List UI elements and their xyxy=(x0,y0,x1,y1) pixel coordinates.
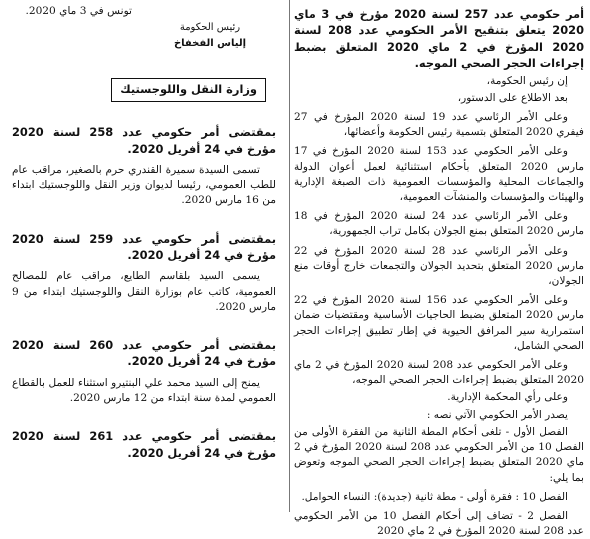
signature-block xyxy=(174,20,246,52)
paragraph: يصدر الأمر الحكومي الآتي نصه : xyxy=(426,408,568,421)
signing-date: تونس في 3 ماي 2020. xyxy=(25,5,132,17)
paragraph: وعلى الأمر الحكومي عدد 208 لسنة 2020 المؤرخ في 2 ماي 2020 المتعلق بضبط إجراءات الحجر الصحي الموجه، xyxy=(294,359,584,387)
decree-text: تسمى السيدة سميرة القندري حرم بالصغير، مراقب عام للطب العمومي، رئيسا لديوان وزير النقل واللوجستيك ابتداء من 16 مارس 2020. xyxy=(12,164,276,207)
paragraph: وعلى رأي المحكمة الإدارية. xyxy=(447,391,568,404)
right-column xyxy=(294,0,585,538)
paragraph: وعلى الأمر الحكومي عدد 156 لسنة 2020 المؤرخ في 22 مارس 2020 المتعلق بضبط الحاجيات الأساسية ومقتضيات ضمان استمرارية سير المرافق الحيوية في إطار تطبيق إجراءات الحجر الصحي الشامل، xyxy=(294,294,584,352)
paragraph: إن رئيس الحكومة، xyxy=(486,74,568,87)
paragraph: وعلى الأمر الرئاسي عدد 24 لسنة 2020 المؤرخ في 18 مارس 2020 المتعلق بمنع الجولان بكامل تراب الجمهورية، xyxy=(294,210,584,238)
paragraph: الفصل الأول - تلغى أحكام المطة الثانية من الفقرة الأولى من الفصل 10 من الأمر الحكومي عدد 208 لسنة 2020 المؤرخ في 2 ماي 2020 المتعلق بضبط إجراءات الحجر الصحي الموجه وتعوض بما يلي: xyxy=(294,425,584,484)
paragraph: وعلى الأمر الرئاسي عدد 28 لسنة 2020 المؤرخ في 22 مارس 2020 المتعلق بتحديد الجولان والتجمعات خارج أوقات منع الجولان، xyxy=(294,244,584,288)
paragraph: وعلى الأمر الحكومي عدد 153 لسنة 2020 المؤرخ في 17 مارس 2020 المتعلق بأحكام استثنائية لعمل أعوان الدولة والجماعات المحلية والمؤسسات العمومية ذات الصبغة الإدارية والهيئات والمؤسسات والمنشآت العمومية، xyxy=(294,145,584,204)
paragraph: الفصل 10 : فقرة أولى - مطة ثانية (جديدة): النساء الحوامل. xyxy=(301,490,568,503)
decree-text: يمنح إلى السيد محمد علي البنتيرو استثناء للعمل بالقطاع العمومي لمدة سنة ابتداء من 12 مارس 2020. xyxy=(12,376,276,405)
ministry-heading-box xyxy=(111,78,266,102)
decree-title: أمر حكومي عدد 257 لسنة 2020 مؤرخ في 3 ماي 2020 يتعلق بتنقيح الأمر الحكومي عدد 208 لسنة 2020 المؤرخ في 2 ماي 2020 المتعلق بضبط إجراءات الحجر الصحي الموجه. xyxy=(294,7,585,71)
ministry-heading: وزارة النقل واللوجستيك xyxy=(120,82,257,96)
decree-title: بمقتضى أمر حكومي عدد 258 لسنة 2020 مؤرخ في 24 أفريل 2020. xyxy=(12,125,276,156)
decree-text: يسمى السيد بلقاسم الطايع، مراقب عام للمصالح العمومية، كاتب عام بوزارة النقل واللوجستيك ابتداء من 9 مارس 2020. xyxy=(12,270,276,313)
decree-title: بمقتضى أمر حكومي عدد 259 لسنة 2020 مؤرخ في 24 أفريل 2020. xyxy=(12,231,276,263)
decree-title: بمقتضى أمر حكومي عدد 261 لسنة 2020 مؤرخ في 24 أفريل 2020. xyxy=(12,429,276,460)
signer-name: إلياس الفخفاخ xyxy=(173,38,246,49)
signer-title: رئيس الحكومة xyxy=(179,22,241,33)
left-column xyxy=(12,0,276,512)
paragraph: وعلى الأمر الرئاسي عدد 19 لسنة 2020 المؤرخ في 27 فيفري 2020 المتعلق بتسمية رئيس الحكومة وأعضائها، xyxy=(294,111,584,139)
paragraph: بعد الاطلاع على الدستور، xyxy=(457,91,568,104)
decree-title: بمقتضى أمر حكومي عدد 260 لسنة 2020 مؤرخ في 24 أفريل 2020. xyxy=(12,338,276,369)
paragraph: الفصل 2 - تضاف إلى أحكام الفصل 10 من الأمر الحكومي عدد 208 لسنة 2020 المؤرخ في 2 ماي 2020 xyxy=(294,509,584,538)
column-divider xyxy=(289,0,290,512)
